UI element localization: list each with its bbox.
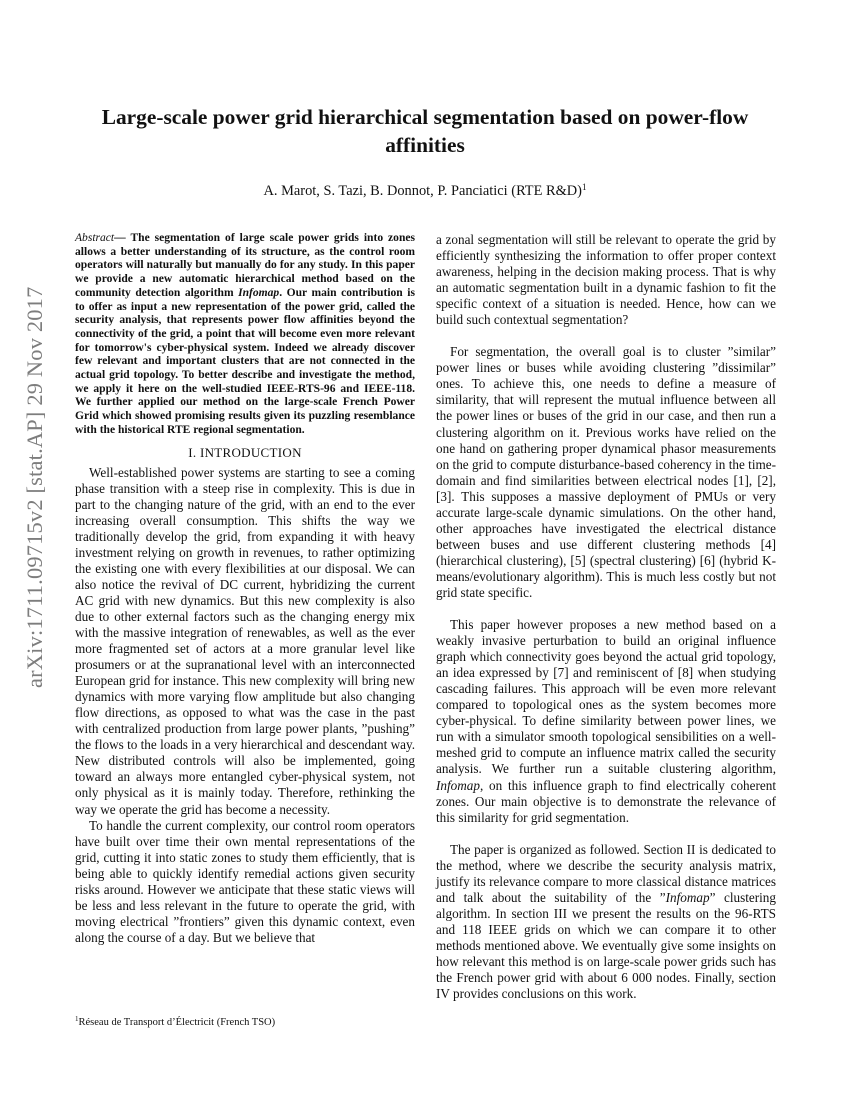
author-names: A. Marot, S. Tazi, B. Donnot, P. Panciatici (RTE R&D) (263, 183, 582, 199)
intro-paragraph-2: To handle the current complexity, our control room operators have built over time their own mental representations of the grid, cutting it into static zones to study them efficiently, that is being able to quickly identify remedial actions given security risks around. However we anticipate that these static views will be less and less relevant in the future to operate the grid, with moving electrical ”frontiers” given this dynamic context, even along the course of a day. But we believe that (75, 817, 415, 945)
author-line (70, 177, 780, 201)
abstract (75, 232, 415, 438)
intro-paragraph-6 (436, 842, 776, 1002)
abstract-algorithm-name: Infomap (238, 286, 280, 299)
footnote-mark: 1 (75, 1015, 79, 1023)
intro-paragraph-1: Well-established power systems are starting to see a coming phase transition with a steep rise in complexity. This is due in part to the changing nature of the grid, with an end to the ever increasing overall consumption. This shifts the way we traditionally develop the grid, from expanding it with heavy investment relying on growth in revenues, to rather optimizing the existing one with every flexibilities at our disposal. We can also notice the revival of DC current, hybridizing the current AC grid with new dynamics. But this new complexity is also due to other external factors such as the changing energy mix with the massive integration of renewables, as well as the ever more fragmented set of actors at a more granular level like prosumers or at the supranational level with an interconnected European grid for instance. This new complexity will bring new dynamics with more varying flow amplitude but also changing flow directions, as opposed to what was the case in the past with centralized production from large power plants, ”pushing” the flows to the loads in a very hierarchical and descendant way. New distributed controls will also be implemented, going toward an always more entangled cyber-physical system, not only physical as it is mainly today. Therefore, rethinking the way we operate the grid has become a necessity. (75, 464, 415, 817)
footnote-text: Réseau de Transport d’Électricit (French TSO) (78, 1017, 276, 1028)
paragraph-5-algorithm-name: Infomap (436, 777, 480, 793)
left-column (75, 232, 415, 946)
paragraph-6-algorithm-name: Infomap (665, 889, 710, 905)
author-footnote-mark: 1 (581, 182, 587, 192)
abstract-text-part-1: The segmentation of large scale power grids into zones allows a better understanding of its structure, as the control room operators will naturally but manually do for any study. In this paper we provide a new automatic hierarchical method based on the community detection algorithm (75, 232, 415, 299)
intro-paragraph-4: For segmentation, the overall goal is to cluster ”similar” power lines or buses while avoiding clustering ”dissimilar” ones. To achieve this, one needs to define a measure of similarity, that will represent the mutual influence between all the power lines or buses of the grid in our case, and then run a clustering algorithm on it. Previous works have relied on the one hand on gathering proper dynamical phasor measurements on the grid to compute disturbance-based coherency in the time-domain and find similarities between electrical nodes [1], [2], [3]. This supposes a massive deployment of PMUs or very accurate large-scale dynamic simulations. On the other hand, other approaches have investigated the electrical distance between buses and use different clustering methods [4] (hierarchical clustering), [5] (spectral clustering) [6] (hybrid K-means/evolutionary algorithm). This is much less costly but not grid state specific. (436, 344, 776, 600)
right-column (436, 232, 776, 1002)
arxiv-identifier: arXiv:1711.09715v2 [stat.AP] 29 Nov 2017 (22, 286, 47, 688)
intro-paragraph-5 (436, 617, 776, 826)
abstract-lead: Abstract (75, 232, 115, 244)
section-heading-introduction: I. INTRODUCTION (188, 444, 302, 460)
paragraph-5-text-b: , on this influence graph to find electrically coherent zones. Our main objective is to demonstrate the relevance of this similarity for grid segmentation. (436, 777, 776, 825)
paragraph-6-text-a: The paper is organized as followed. Section II is dedicated to the method, where we describe the security analysis matrix, justify its relevance compare to more classical distance matrices and talk about the suitability of the ” (436, 841, 776, 905)
paper-title: Large-scale power grid hierarchical segmentation based on power-flow affinities (101, 105, 749, 157)
paragraph-5-text-a: This paper however proposes a new method based on a weakly invasive perturbation to build an original influence graph which connectivity goes beyond the actual grid topology, an idea expressed by [7] and reminiscent of [8] when studying cascading failures. This approach will be even more relevant compared to topological ones as the system becomes more cyber-physical. To define similarity between power lines, we run with a simulator smooth topological sensibilities on a well-meshed grid to compute an influence matrix called the security analysis. We further run a suitable clustering algorithm, (436, 617, 776, 777)
abstract-dash: — (114, 232, 131, 244)
footnote (75, 1008, 415, 1030)
intro-paragraph-3: a zonal segmentation will still be relevant to operate the grid by efficiently synthesizing the information to offer proper context awareness, helping in the decision making process. That is why an automatic segmentation built in a dynamic fashion to fit the specific context of a situation is needed. Hence, how can we build such contextual segmentation? (436, 232, 776, 328)
abstract-text-part-2: . Our main contribution is to offer as input a new representation of the power grid, called the security analysis, that represents power flow affinities beyond the connectivity of the grid, a point that will become even more relevant for tomorrow's cyber-physical system. Indeed we already discover few relevant and important clusters that are not connected in the actual grid topology. To better describe and investigate the method, we apply it here on the well-studied IEEE-RTS-96 and IEEE-118. We further applied our method on the large-scale French Power Grid which showed promising results given its puzzling resemblance with the historical RTE regional segmentation. (75, 286, 415, 436)
paragraph-6-text-b: ” clustering algorithm. In section III we present the results on the 96-RTS and 118 IEEE grids on which we can compare it to other methods mentioned above. We eventually give some insights on how relevant this method is on large-scale power grids such has the French power grid with about 6 000 nodes. Finally, section IV provides conclusions on this work. (436, 889, 776, 1002)
